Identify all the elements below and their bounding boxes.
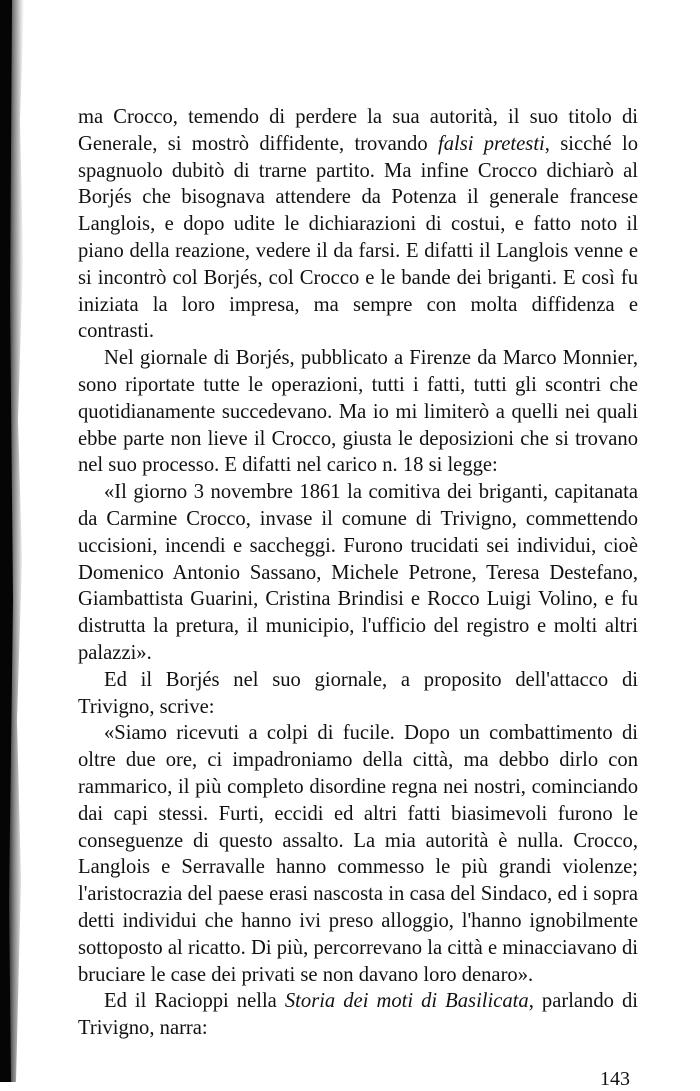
italic-title-text: Storia dei moti di Basilicata bbox=[284, 990, 529, 1013]
paragraph-text: , parlando di Trivigno, narra: bbox=[78, 990, 639, 1040]
paragraph-1 bbox=[78, 104, 638, 345]
paragraph-3 bbox=[78, 479, 638, 667]
book-binding-shadow bbox=[0, 0, 40, 1082]
paragraph-6 bbox=[78, 988, 638, 1042]
paragraph-text: Nel giornale di Borjés, pubblicato a Firenze da Marco Monnier, sono riportate tutte le operazioni, tutti i fatti, tutti gli scontri che quotidianamente succedevano. Ma io mi limiterò a quelli nei quali ebbe parte non lieve il Crocco, giusta le deposizioni che si trovano nel suo processo. E difatti nel carico n. 18 si legge: bbox=[78, 347, 638, 477]
paragraph-text: Ed il Racioppi nella bbox=[104, 990, 285, 1013]
paragraph-5 bbox=[78, 720, 638, 988]
paragraph-text: «Il giorno 3 novembre 1861 la comitiva dei briganti, capitanata da Carmine Crocco, invase il comune di Trivigno, commettendo uccisioni, incendi e saccheggi. Furono trucidati sei individui, cioè Domenico Antonio Sassano, Michele Petrone, Teresa Destefano, Giambattista Guarini, Cristina Brindisi e Rocco Luigi Volino, e fu distrutta la pretura, il municipio, l'ufficio del registro e molti altri palazzi». bbox=[78, 481, 638, 664]
paragraph-text: «Siamo ricevuti a colpi di fucile. Dopo un combattimento di oltre due ore, ci impadroniamo della città, ma debbo dirlo con rammarico, il più completo disordine regna nei nostri, cominciando dai capi stessi. Furti, eccidi ed altri fatti biasimevoli furono le conseguenze di questo assalto. La mia autorità è nulla. Crocco, Langlois e Serravalle hanno commesso le più grandi violenze; l'aristocrazia del paese erasi nascosta in casa del Sindaco, ed i sopra detti individui che hanno ivi preso alloggio, l'hanno ignobilmente sottoposto al ricatto. Di più, percorrevano la città e minacciavano di bruciare le case dei privati se non davano loro denaro». bbox=[78, 722, 638, 986]
italic-title-text: falsi pretesti bbox=[437, 132, 545, 155]
paragraph-2 bbox=[78, 345, 638, 479]
paragraph-text: Ed il Borjés nel suo giornale, a proposito dell'attacco di Trivigno, scrive: bbox=[78, 668, 638, 718]
paragraph-text: , sicché lo spagnuolo dubitò di trarne partito. Ma infine Crocco dichiarò al Borjés che bisognava attendere da Potenza il generale francese Langlois, e dopo udite le dichiarazioni di costui, e fatto noto il piano della reazione, vedere il da farsi. E difatti il Langlois venne e si incontrò col Borjés, col Crocco e le bande dei briganti. E così fu iniziata la loro impresa, ma sempre con molta diffidenza e contrasti. bbox=[78, 132, 638, 343]
paragraph-text: ma Crocco, temendo di perdere la sua autorità, il suo titolo di Generale, si mostrò diffidente, trovando bbox=[78, 106, 638, 155]
page-body bbox=[78, 104, 638, 1042]
paragraph-4 bbox=[78, 667, 638, 721]
page-number: 143 bbox=[600, 1068, 630, 1090]
